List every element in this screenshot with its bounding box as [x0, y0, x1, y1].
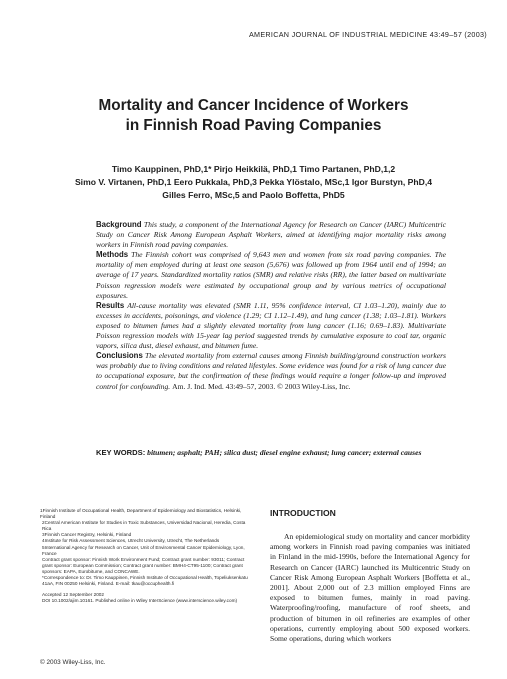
- footnote: 3Finnish Cancer Registry, Helsinki, Finland: [42, 532, 132, 538]
- footnotes: [40, 508, 252, 604]
- introduction-body: [270, 532, 470, 644]
- conclusions-text: The elevated mortality from external causes among Finnish building/ground construction workers was probably due to living conditions and related lifestyles. Some evidence was found for a risk of lung cancer due to occupational exposure, but the confirmation of these findings would require a longer follow-up and improved control for confounding.: [96, 351, 447, 391]
- conclusions-label: Conclusions: [96, 351, 143, 361]
- background-label: Background: [96, 220, 142, 229]
- footnote: 5International Agency for Research on Cancer, Unit of Environmental Cancer Epidemiology, Lyon, France: [42, 544, 245, 556]
- copyright: © 2003 Wiley-Liss, Inc.: [40, 659, 106, 666]
- keywords-label: KEY WORDS:: [96, 448, 146, 457]
- author-list: [10, 163, 497, 202]
- footnote: 1Finnish Institute of Occupational Health, Department of Epidemiology and Biostatistics, Helsinki, Finland: [40, 508, 242, 520]
- keywords: [96, 448, 446, 458]
- footnote: 4Institute for Risk Assessment Sciences, Utrecht University, Utrecht, The Netherlands: [42, 538, 220, 544]
- abstract-results: [96, 301, 446, 351]
- author-line: Gilles Ferro, MSc,5 and Paolo Boffetta, PhD5: [162, 190, 345, 200]
- abstract-background: [96, 220, 446, 250]
- title-line: in Finnish Road Paving Companies: [125, 117, 382, 134]
- background-text: This study, a component of the International Agency for Research on Cancer (IARC) Multicentric Study on Cancer Risk Among European Asphalt Workers, aimed at identifying major mortality risks among workers in Finnish road paving companies.: [96, 220, 446, 250]
- correspondence-note: *Correspondence to: Dr. Timo Kauppinen, Finnish Institute of Occupational Health, Topeliuksenkatu 41aA, FIN 00250 Helsinki, Finland. E-mail: tkau@occuphealth.fi: [42, 575, 248, 587]
- journal-header: AMERICAN JOURNAL OF INDUSTRIAL MEDICINE 43:49–57 (2003): [248, 30, 487, 39]
- author-line: Timo Kauppinen, PhD,1* Pirjo Heikkilä, PhD,1 Timo Partanen, PhD,1,2: [111, 164, 396, 174]
- abstract-methods: [96, 250, 446, 300]
- results-text: All-cause mortality was elevated (SMR 1.11, 95% confidence interval, CI 1.03–1.20), mainly due to excesses in accidents, poisonings, and violence (1.29; CI 1.12–1.49), and lung cancer (1.38; 1.03–1.81). Workers exposed to bitumen fumes had a slightly elevated mortality from lung cancer (1.16; 0.69–1.83). Multivariate Poisson regression models with 15-year lag period suggested trends by cumulative exposure to coal tar, organic vapors, silica dust, diesel exhaust, and bitumen fume.: [96, 300, 446, 351]
- results-label: Results: [96, 300, 125, 310]
- abstract-conclusions: [96, 351, 446, 391]
- doi-note: DOI 10.1002/ajim.10161. Published online in Wiley InterScience (www.interscience.wiley.com): [42, 598, 238, 604]
- accepted-date: Accepted 12 September 2002: [42, 592, 105, 598]
- author-line: Simo V. Virtanen, PhD,1 Eero Pukkala, PhD,3 Pekka Ylöstalo, MSc,1 Igor Burstyn, PhD,4: [74, 177, 433, 187]
- methods-text: The Finnish cohort was comprised of 9,643 men and women from six road paving companies. The mortality of men employed during at least one season (5,676) was followed up from 1964 until end of 1994; an average of 17 years. Standardized mortality ratios (SMR) and relative risks (RR), the latter based on multivariate Poisson regression models were estimated by occupational group and by various metrics of occupational exposures.: [96, 250, 446, 300]
- grant-note: Contract grant sponsor: Finnish Work Environment Fund; Contract grant number: 93011; Contract grant sponsor: European Commission; Contract grant number: BMH4-CT95-1100; Contract grant sponsors: EAPA, Eurobitume, and CONCAWE.: [42, 556, 245, 574]
- introduction-paragraph: An epidemiological study on mortality and cancer morbidity among workers in Finnish road paving companies was initiated in Finland in the mid-1990s, before the International Agency for Research on Cancer (IARC) launched its Multicentric Study on Cancer Risk Among European Asphalt Workers [Boffetta et al., 2001]. About 2,000 out of 2.3 million employed Finns are exposed to bitumen fumes, mainly in road paving. Waterproofing/roofing, manufacture of roof sheets, and production of bitumen in oil refineries are examples of other operations, currently employing about 500 exposed workers. Some operations, during which workers: [270, 532, 470, 644]
- abstract: [96, 220, 446, 392]
- article-title: [40, 96, 467, 136]
- introduction-heading: INTRODUCTION: [270, 508, 336, 518]
- citation: Am. J. Ind. Med. 43:49–57, 2003. © 2003 Wiley-Liss, Inc.: [172, 381, 351, 391]
- keywords-text: bitumen; asphalt; PAH; silica dust; diesel engine exhaust; lung cancer; external causes: [147, 448, 422, 457]
- methods-label: Methods: [96, 250, 129, 260]
- footnote: 2Central American Institute for Studies in Toxic Substances, Universidad Nacional, Heredia, Costa Rica: [42, 520, 246, 532]
- title-line: Mortality and Cancer Incidence of Workers: [98, 97, 409, 114]
